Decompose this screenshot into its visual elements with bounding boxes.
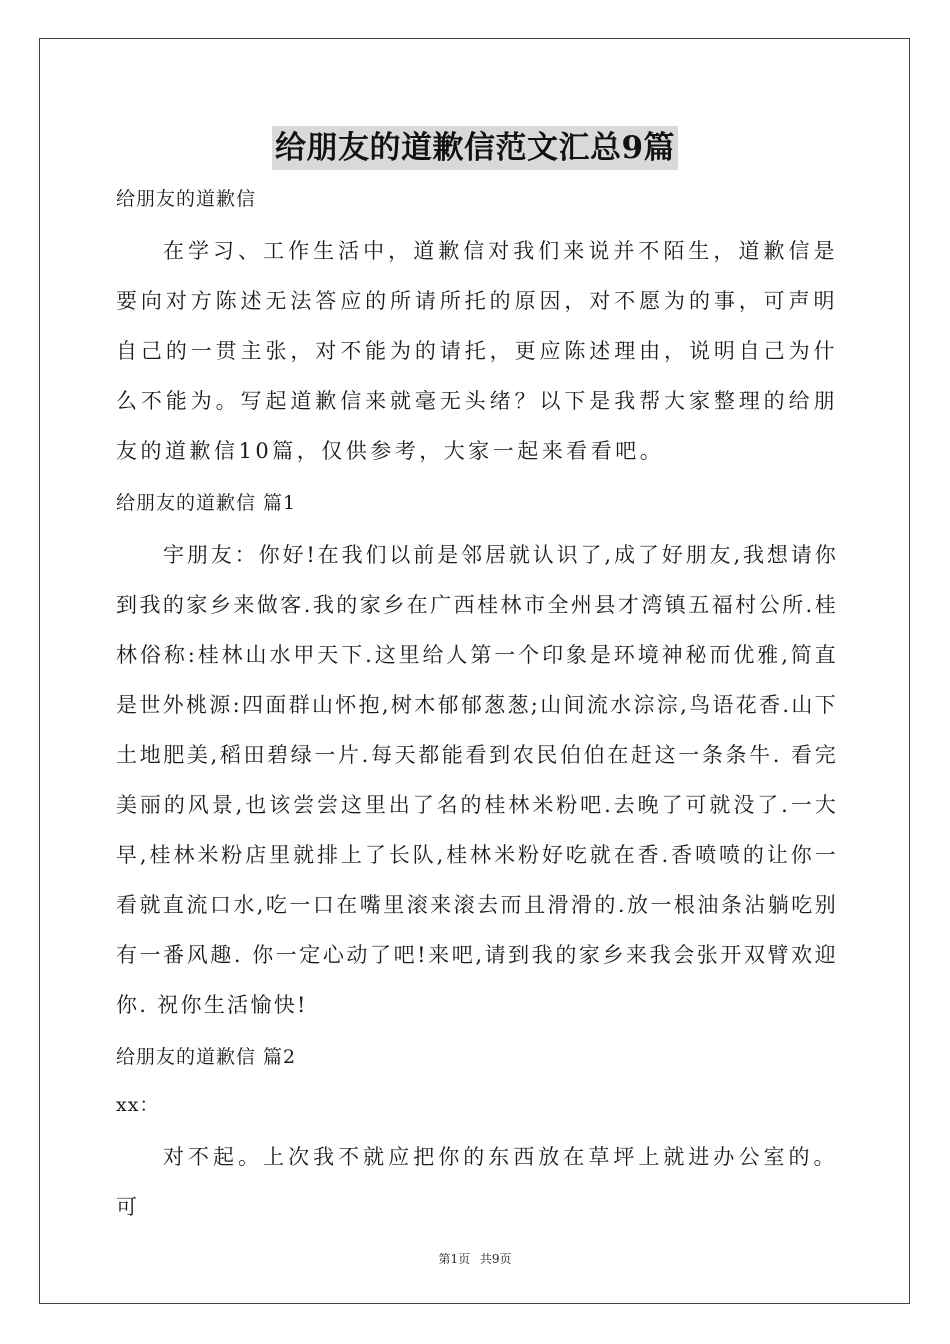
- intro-heading: 给朋友的道歉信: [116, 188, 257, 210]
- intro-paragraph: 在学习、工作生活中，道歉信对我们来说并不陌生，道歉信是要向对方陈述无法答应的所请所托的原因，对不愿为的事，可声明自己的一贯主张，对不能为的请托，更应陈述理由，说明自己为什么不能为。写起道歉信来就毫无头绪？以下是我帮大家整理的给朋友的道歉信10篇，仅供参考，大家一起来看看吧。: [116, 239, 838, 463]
- document-body: [116, 178, 838, 1232]
- title-container: [0, 126, 950, 170]
- page-number-current: 第1页: [438, 1252, 471, 1266]
- page-number-total: 共9页: [479, 1252, 512, 1266]
- section1-heading: 给朋友的道歉信 篇1: [116, 492, 297, 514]
- section2-heading: 给朋友的道歉信 篇2: [116, 1046, 297, 1068]
- section2-paragraph: 对不起。上次我不就应把你的东西放在草坪上就进办公室的。可: [116, 1145, 838, 1219]
- document-title: 给朋友的道歉信范文汇总9篇: [272, 126, 678, 170]
- section2-salutation: xx：: [116, 1094, 160, 1116]
- section1-paragraph: 宇朋友：你好!在我们以前是邻居就认识了,成了好朋友,我想请你到我的家乡来做客.我的家乡在广西桂林市全州县才湾镇五福村公所.桂林俗称:桂林山水甲天下.这里给人第一个印象是环境神秘而优雅,简直是世外桃源:四面群山怀抱,树木郁郁葱葱;山间流水淙淙,鸟语花香.山下土地肥美,稻田碧绿一片.每天都能看到农民伯伯在赶这一条条牛. 看完美丽的风景,也该尝尝这里出了名的桂林米粉吧.去晚了可就没了.一大早,桂林米粉店里就排上了长队,桂林米粉好吃就在香.香喷喷的让你一看就直流口水,吃一口在嘴里滚来滚去而且滑滑的.放一根油条沾躺吃别有一番风趣. 你一定心动了吧!来吧,请到我的家乡来我会张开双臂欢迎你. 祝你生活愉快!: [116, 543, 838, 1017]
- page-footer: [0, 1250, 950, 1267]
